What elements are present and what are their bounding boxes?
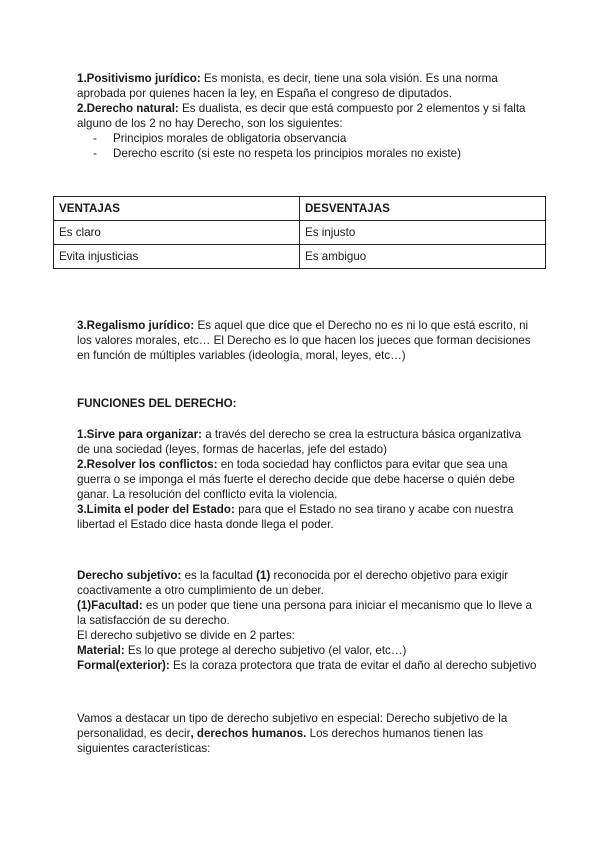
table-cell: Es injusto bbox=[300, 221, 546, 245]
term-funcion-1: 1.Sirve para organizar: bbox=[77, 428, 203, 441]
text-regalismo: Es aquel que dice que el Derecho no es ni lo que está escrito, ni los valores morales, etc… El Derecho es lo que hacen los jueces que forman decisiones en función de múltiples variables (ideología, moral, leyes, etc…) bbox=[77, 319, 531, 362]
header-desventajas: DESVENTAJAS bbox=[300, 197, 546, 221]
term-material: Material: bbox=[77, 644, 125, 657]
list-item bbox=[77, 146, 537, 161]
paragraph-facultad: (1)Facultad: es un poder que tiene una persona para iniciar el mecanismo que lo lleve a la satisfacción de su derecho. bbox=[77, 599, 532, 627]
section-positivismo bbox=[77, 71, 537, 161]
term-funcion-2: 2.Resolver los conflictos: bbox=[77, 458, 218, 471]
text-funcion-1: a través del derecho se crea la estructura básica organizativa de una sociedad (leyes, formas de hacerlas, jefe del estado) bbox=[77, 428, 522, 456]
natural-bullet-list bbox=[77, 131, 537, 161]
list-item bbox=[77, 131, 537, 146]
term-facultad: (1)Facultad: bbox=[77, 599, 143, 612]
paragraph-material: Material: Es lo que protege al derecho subjetivo (el valor, etc…) bbox=[77, 644, 407, 657]
term-derechos-humanos: , derechos humanos. bbox=[190, 727, 307, 740]
dash-bullet-icon: - bbox=[93, 132, 97, 145]
text-funcion-2: en toda sociedad hay conflictos para evitar que sea una guerra o se imponga el más fuerte el derecho decide que debe hacerse o quién debe ganar. La resolución del conflicto evita la violencia. bbox=[77, 458, 515, 501]
paragraph-humanos: Vamos a destacar un tipo de derecho subjetivo en especial: Derecho subjetivo de la personalidad, es decir, derechos humanos. Los derechos humanos tienen las siguientes características: bbox=[77, 712, 508, 755]
paragraph-regalismo bbox=[77, 318, 537, 363]
section-humanos bbox=[77, 711, 537, 756]
term-regalismo: 3.Regalismo jurídico: bbox=[77, 319, 195, 332]
term-formal: Formal(exterior): bbox=[77, 659, 170, 672]
text-funcion-3: para que el Estado no sea tirano y acabe con nuestra libertad el Estado dice hasta donde llega el poder. bbox=[77, 503, 514, 531]
section-regalismo bbox=[77, 318, 537, 363]
table-row bbox=[54, 221, 546, 245]
term-positivismo: 1.Positivismo jurídico: bbox=[77, 72, 201, 85]
section-subjetivo bbox=[77, 568, 537, 673]
table-row bbox=[54, 245, 546, 269]
text-natural: Es dualista, es decir que está compuesto por 2 elementos y si falta alguno de los 2 no hay Derecho, son los siguientes: bbox=[77, 102, 526, 130]
paragraph-formal: Formal(exterior): Es la coraza protectora que trata de evitar el daño al derecho subjetivo bbox=[77, 659, 537, 672]
term-natural: 2.Derecho natural: bbox=[77, 102, 179, 115]
term-subjetivo: Derecho subjetivo: bbox=[77, 569, 182, 582]
paragraph-funcion-3 bbox=[77, 502, 537, 532]
term-funcion-3: 3.Limita el poder del Estado: bbox=[77, 503, 235, 516]
table-cell: Evita injusticias bbox=[54, 245, 300, 269]
heading-funciones-block bbox=[77, 396, 537, 411]
paragraph-funcion-1 bbox=[77, 427, 537, 457]
paragraph-positivismo bbox=[77, 71, 537, 101]
table-header-row bbox=[54, 197, 546, 221]
paragraph-divide: El derecho subjetivo se divide en 2 partes: bbox=[77, 629, 295, 642]
text-positivismo: Es monista, es decir, tiene una sola visión. Es una norma aprobada por quienes hacen la ley, en España el congreso de diputados. bbox=[77, 72, 498, 100]
section-funciones bbox=[77, 427, 537, 532]
ventajas-desventajas-table bbox=[53, 196, 546, 269]
table-cell: Es ambiguo bbox=[300, 245, 546, 269]
paragraph-funcion-2 bbox=[77, 457, 537, 502]
heading-funciones: FUNCIONES DEL DERECHO: bbox=[77, 397, 237, 410]
table-cell: Es claro bbox=[54, 221, 300, 245]
paragraph-natural bbox=[77, 101, 537, 131]
list-item-text: Derecho escrito (si este no respeta los principios morales no existe) bbox=[113, 147, 461, 160]
dash-bullet-icon: - bbox=[93, 147, 97, 160]
footnote-mark: (1) bbox=[256, 569, 271, 582]
header-ventajas: VENTAJAS bbox=[54, 197, 300, 221]
list-item-text: Principios morales de obligatoria observancia bbox=[113, 132, 347, 145]
paragraph-subjetivo: Derecho subjetivo: es la facultad (1) reconocida por el derecho objetivo para exigir coactivamente a otro cumplimiento de un deber. bbox=[77, 569, 509, 597]
